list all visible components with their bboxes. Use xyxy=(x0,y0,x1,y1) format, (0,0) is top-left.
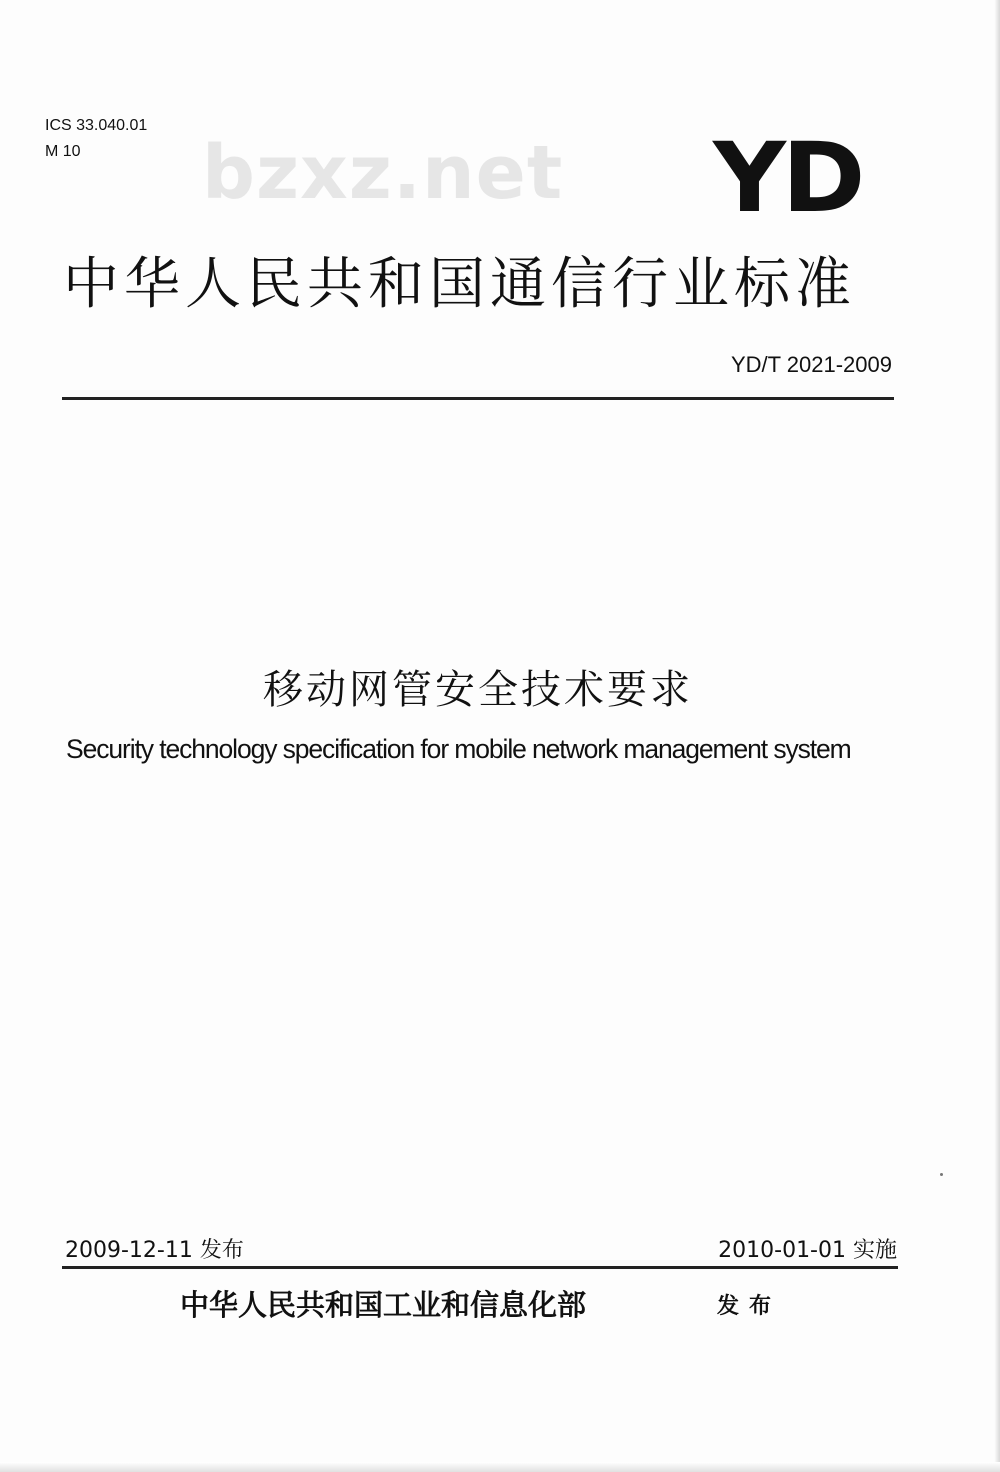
ics-code: ICS 33.040.01 xyxy=(45,117,148,134)
page-edge-bottom xyxy=(0,1462,1000,1472)
category-code: M 10 xyxy=(45,143,81,160)
top-divider xyxy=(62,397,894,400)
effective-date: 2010-01-01 实施 xyxy=(718,1238,897,1263)
standard-title: 中华人民共和国通信行业标准 xyxy=(63,252,856,317)
classification-codes xyxy=(45,113,147,165)
scan-speck xyxy=(940,1173,943,1176)
document-title-cn: 移动网管安全技术要求 xyxy=(263,667,693,713)
publish-label: 发布 xyxy=(717,1293,782,1319)
publisher: 中华人民共和国工业和信息化部 xyxy=(180,1288,587,1322)
yd-logo: YD xyxy=(713,122,862,234)
standard-number: YD/T 2021-2009 xyxy=(730,352,892,377)
page-edge-right xyxy=(994,0,1000,1472)
bottom-divider xyxy=(62,1266,898,1269)
document-title-en: Security technology specification for mobile network management system xyxy=(66,734,851,764)
issue-date: 2009-12-11 发布 xyxy=(65,1238,244,1263)
watermark: bzxz.net xyxy=(202,130,564,216)
